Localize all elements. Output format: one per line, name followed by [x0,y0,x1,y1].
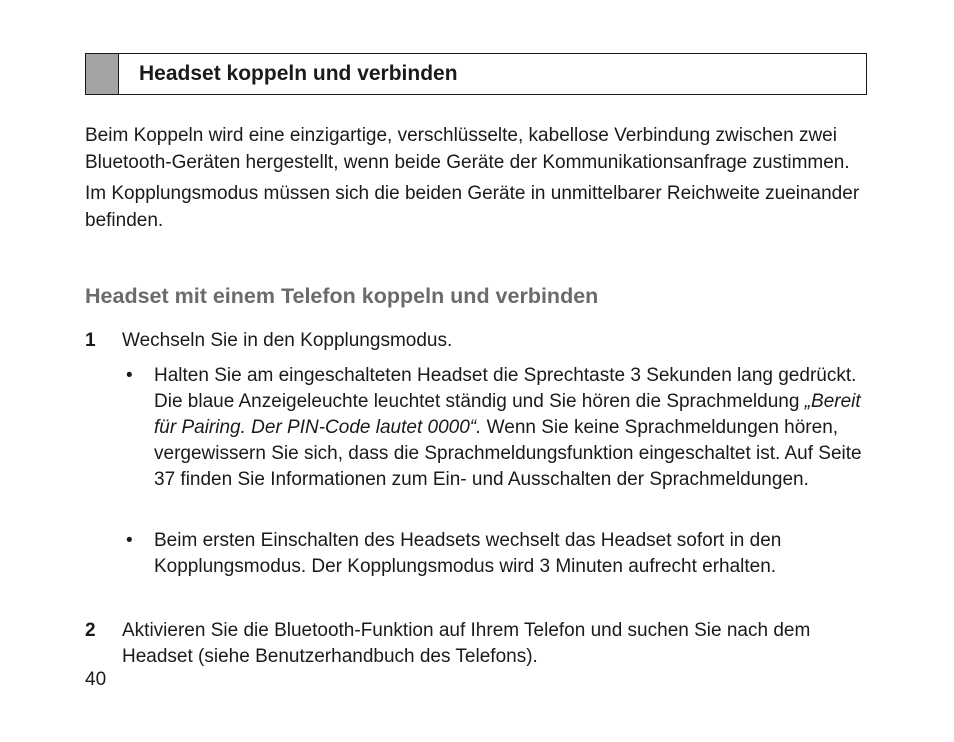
bullet-text-before: Halten Sie am eingeschalteten Headset die Sprechtaste 3 Sekunden lang gedrückt. Die blaue Anzeigeleuchte leuchtet ständig und Sie hören die Sprachmeldung [154,365,857,412]
bullet-marker: • [126,530,133,551]
step-number: 2 [85,620,96,641]
section-header [85,53,867,95]
step-number: 1 [85,330,96,351]
step-1 [85,328,875,354]
bullet-text [154,363,862,493]
bullet-item-2 [122,528,862,580]
intro-text [85,123,885,239]
section-title: Headset koppeln und verbinden [139,62,458,85]
bullet-item-1 [122,363,862,493]
voice-prompt-quote: „Bereit für Pairing. Der PIN-Code lautet 0000“. [154,391,861,438]
intro-paragraph-1: Beim Koppeln wird eine einzigartige, verschlüsselte, kabellose Verbindung zwischen zwei Bluetooth-Geräten hergestellt, wenn beide Geräte der Kommunikationsanfrage zustimmen. [85,125,850,173]
page-number: 40 [85,669,107,690]
bullet-marker: • [126,365,133,386]
section-marker [86,54,119,94]
subsection-title: Headset mit einem Telefon koppeln und verbinden [85,284,599,308]
step-2 [85,618,875,670]
step-text: Aktivieren Sie die Bluetooth-Funktion auf Ihrem Telefon und suchen Sie nach dem Headset (siehe Benutzerhandbuch des Telefons). [122,620,811,667]
bullet-text: Beim ersten Einschalten des Headsets wechselt das Headset sofort in den Kopplungsmodus. Der Kopplungsmodus wird 3 Minuten aufrecht erhalten. [154,530,782,577]
bullet-text-after: Wenn Sie keine Sprachmeldungen hören, vergewissern Sie sich, dass die Sprachmeldungsfunktion eingeschaltet ist. Auf Seite 37 finden Sie Informationen zum Ein- und Ausschalten der Sprachmeldungen. [154,417,862,490]
intro-paragraph-2: Im Kopplungsmodus müssen sich die beiden Geräte in unmittelbarer Reichweite zueinander befinden. [85,183,860,231]
step-text: Wechseln Sie in den Kopplungsmodus. [122,330,453,351]
